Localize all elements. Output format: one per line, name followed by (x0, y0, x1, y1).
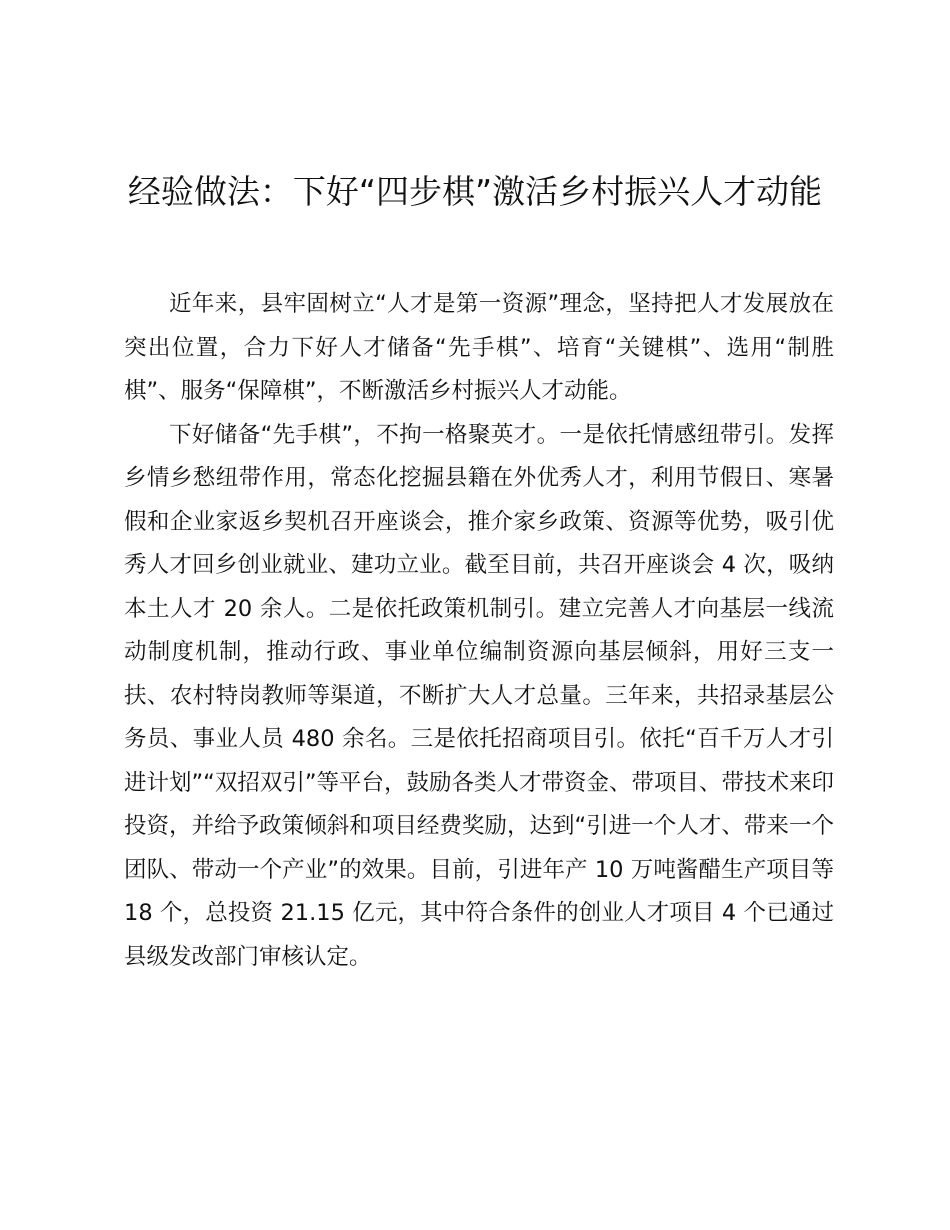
paragraph-talent-reserve: 下好储备“先手棋”，不拘一格聚英才。一是依托情感纽带引。发挥乡情乡愁纽带作用，常态化挖掘县籍在外优秀人才，利用节假日、寒暑假和企业家返乡契机召开座谈会，推介家乡政策、资源等优势，吸引优秀人才回乡创业就业、建功立业。截至目前，共召开座谈会 4 次，吸纳本土人才 20 余人。二是依托政策机制引。建立完善人才向基层一线流动制度机制，推动行政、事业单位编制资源向基层倾斜，用好三支一扶、农村特岗教师等渠道，不断扩大人才总量。三年来，共招录基层公务员、事业人员 480 余名。三是依托招商项目引。依托“百千万人才引进计划”“双招双引”等平台，鼓励各类人才带资金、带项目、带技术来印投资，并给予政策倾斜和项目经费奖励，达到“引进一个人才、带来一个团队、带动一个产业”的效果。目前，引进年产 10 万吨酱醋生产项目等 18 个，总投资 21.15 亿元，其中符合条件的创业人才项目 4 个已通过县级发改部门审核认定。 (124, 421, 834, 970)
paragraph-intro: 近年来，县牢固树立“人才是第一资源”理念，坚持把人才发展放在突出位置，合力下好人才储备“先手棋”、培育“关键棋”、选用“制胜棋”、服务“保障棋”，不断激活乡村振兴人才动能。 (124, 291, 834, 404)
document-title: 经验做法：下好“四步棋”激活乡村振兴人才动能 (127, 172, 823, 211)
document-body (124, 283, 834, 979)
